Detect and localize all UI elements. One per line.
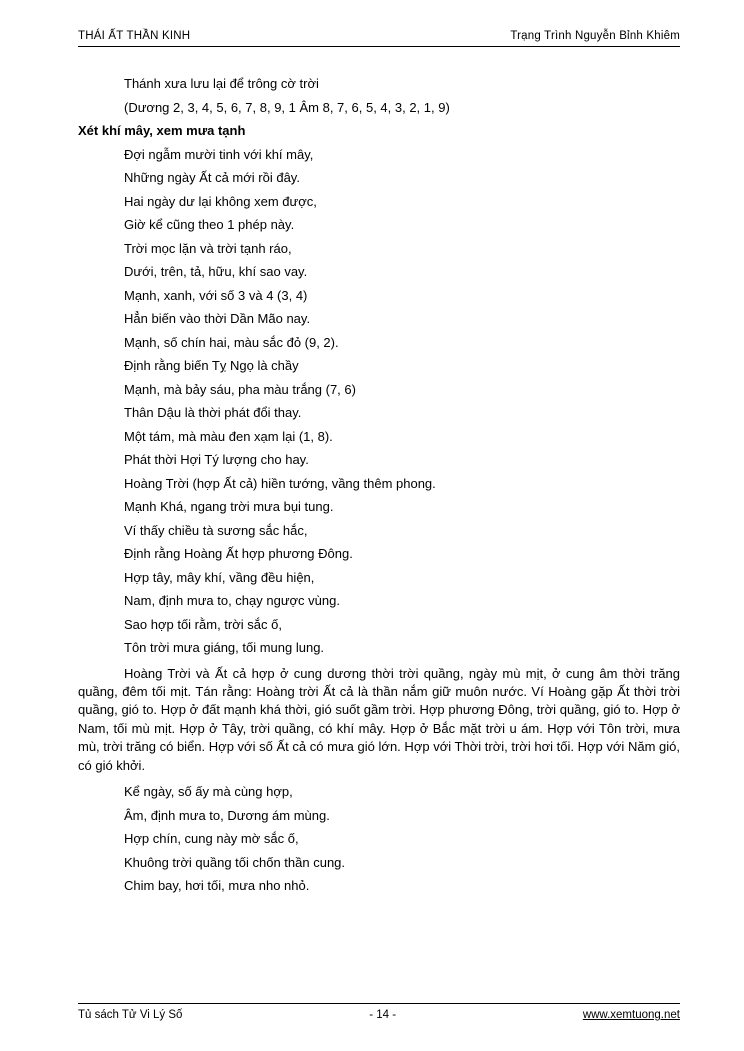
page-body — [78, 77, 680, 892]
verse-line: Hợp tây, mây khí, vầng đều hiện, — [124, 569, 315, 585]
verse-line: Hai ngày dư lại không xem được, — [124, 193, 317, 209]
verse-line: Mạnh, mà bảy sáu, pha màu trắng (7, 6) — [124, 381, 356, 397]
intro-line: (Dương 2, 3, 4, 5, 6, 7, 8, 9, 1 Âm 8, 7, 6, 5, 4, 3, 2, 1, 9) — [124, 99, 450, 115]
verse-line: Kể ngày, số ấy mà cùng hợp, — [124, 784, 293, 800]
verse-line: Hoàng Trời (hợp Ất cả) hiền tướng, vầng thêm phong. — [124, 475, 436, 491]
verse-line: Giờ kể cũng theo 1 phép này. — [124, 217, 295, 232]
verse-line: Âm, định mưa to, Dương ám mùng. — [124, 807, 330, 823]
verse-line: Những ngày Ất cả mới rồi đây. — [124, 170, 300, 185]
verse-line: Khuông trời quầng tối chốn thần cung. — [124, 854, 346, 870]
verse-line: Mạnh, xanh, với số 3 và 4 (3, 4) — [124, 287, 308, 303]
verse-line: Tôn trời mưa giáng, tối mung lung. — [124, 640, 325, 655]
verse-line: Hợp chín, cung này mờ sắc ố, — [124, 831, 299, 847]
verse-line: Định rằng biến Tỵ Ngọ là chầy — [124, 358, 299, 373]
footer-website-link[interactable]: www.xemtuong.net — [582, 1009, 680, 1021]
header-author: Trạng Trình Nguyễn Bỉnh Khiêm — [510, 30, 680, 42]
footer-publisher: Tủ sách Tử Vi Lý Số — [78, 1009, 183, 1021]
intro-line: Thánh xưa lưu lại để trông cờ trời — [124, 76, 319, 91]
verse-line: Hẳn biến vào thời Dần Mão nay. — [124, 311, 311, 326]
page-footer — [78, 1003, 680, 1021]
verse-line: Đợi ngẫm mười tinh với khí mây, — [124, 146, 314, 162]
verse-line: Nam, định mưa to, chạy ngược vùng. — [124, 593, 340, 608]
verse-line: Mạnh, số chín hai, màu sắc đỏ (9, 2). — [124, 334, 339, 350]
verse-line: Sao hợp tối rằm, trời sắc ố, — [124, 616, 282, 632]
verse-line: Thân Dậu là thời phát đổi thay. — [124, 405, 302, 420]
section-heading: Xét khí mây, xem mưa tạnh — [78, 123, 246, 138]
commentary-paragraph: Hoàng Trời và Ất cả hợp ở cung dương thời trời quầng, ngày mù mịt, ở cung âm thời trăng quầng, đêm tối mịt. Tán rằng: Hoàng trời Ất cả là thần nắm giữ muôn nước. Ví Hoàng gặp Ất thời trời quầng, gió to. Hợp ở đất mạnh khá thời, gió suốt gầm trời. Hợp phương Đông, trời quầng, gió to. Hợp ở Nam, tối mù mịt. Hợp ở Tây, trời quầng, có khí mây. Hợp ở Bắc mặt trời u ám. Hợp với Tôn trời, mưa mù, trời trăng có biển. Hợp với số Ất cả có mưa gió lớn. Hợp với Thời trời, trời hơi tối. Hợp với Năm gió, có gió khởi. — [78, 665, 680, 773]
verse-line: Định rằng Hoàng Ất hợp phương Đông. — [124, 546, 353, 561]
verse-line: Trời mọc lặn và trời tạnh ráo, — [124, 240, 292, 256]
verse-line: Phát thời Hợi Tý lượng cho hay. — [124, 452, 309, 467]
verse-line: Chim bay, hơi tối, mưa nho nhỏ. — [124, 878, 310, 894]
page-number: - 14 - — [369, 1009, 397, 1021]
verse-line: Ví thấy chiều tà sương sắc hắc, — [124, 522, 308, 538]
header-book-title: THÁI ẤT THẦN KINH — [78, 30, 191, 42]
verse-line: Dưới, trên, tả, hữu, khí sao vay. — [124, 264, 308, 279]
page-header — [78, 30, 680, 47]
verse-line: Một tám, mà màu đen xạm lại (1, 8). — [124, 428, 333, 444]
verse-line: Mạnh Khá, ngang trời mưa bụi tung. — [124, 499, 334, 514]
